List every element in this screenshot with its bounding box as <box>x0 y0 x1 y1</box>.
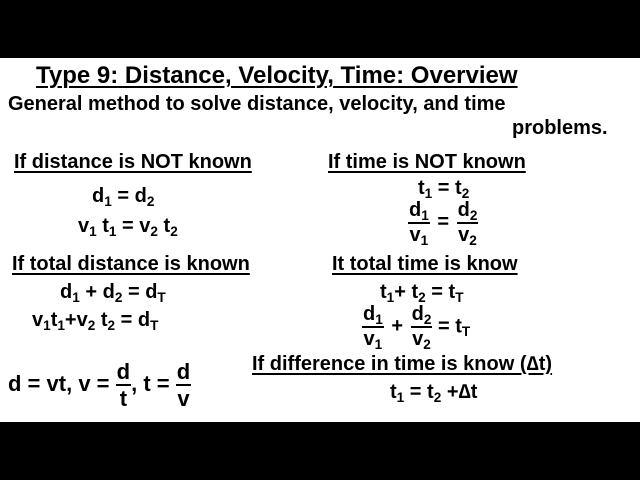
slide <box>0 58 640 422</box>
intro-line-1: General method to solve distance, velocity, and time <box>8 93 506 115</box>
heading-time-not-known: If time is NOT known <box>328 151 526 173</box>
equation-d1v1-plus-d2v2-equals-tT: $\frac{d_1}{v_1}$ + $\frac{d_2}{v_2}$ = $t_T$ <box>363 303 471 352</box>
formula-t-label: t = <box>143 370 170 396</box>
intro-line-2: problems. <box>512 117 608 139</box>
heading-total-time-known: It total time is know <box>332 253 518 275</box>
heading-distance-not-known: If distance is NOT known <box>14 151 252 173</box>
slide-title: Type 9: Distance, Velocity, Time: Overview <box>36 62 518 89</box>
equation-d1v1-equals-d2v2: $\frac{d_1}{v_1}$ = $\frac{d_2}{v_2}$ <box>409 199 478 248</box>
fraction-d2-over-v2: $\frac{d_2}{v_2}$ <box>457 199 478 248</box>
fraction-d-over-v: $\frac{d}{v}$ <box>176 359 191 412</box>
heading-total-distance-known: If total distance is known <box>12 253 250 275</box>
fraction-d1-over-v1: $\frac{d_1}{v_1}$ <box>409 199 429 248</box>
equation-t1-plus-t2-equals-tT: $t_1+ t_2 = t_T$ <box>380 281 464 305</box>
fraction-d1-over-v1: $\frac{d_1}{v_1}$ <box>363 303 383 352</box>
equation-t1-equals-t2-plus-delta-t: $t_1 = t_2 +\Delta t$ <box>390 381 478 405</box>
equation-v1t1-plus-v2t2-equals-dT: $v_1t_1+v_2$ $t_2 = d_T$ <box>32 309 159 333</box>
equation-d1-plus-d2-equals-dT: $d_1 + d_2 = d_T$ <box>60 281 166 305</box>
heading-difference-in-time-known: If difference in time is know (∆t) <box>252 353 553 375</box>
equation-d1-equals-d2: $d_1 = d_2$ <box>92 185 155 209</box>
equation-v1t1-equals-v2t2: $v_1$ $t_1 = v_2$ $t_2$ <box>78 215 178 239</box>
fraction-d-over-t: $\frac{d}{t}$ <box>116 359 131 412</box>
basic-formulas: d = vt, v = $\frac{d}{t}$ , t = $\frac{d}{v}$ <box>8 359 191 412</box>
fraction-d2-over-v2: $\frac{d_2}{v_2}$ <box>411 303 432 352</box>
equation-t1-equals-t2: $t_1 = t_2$ <box>418 177 470 201</box>
formula-v-label: v = <box>78 370 110 396</box>
formula-d-equals-vt: d = vt, <box>8 370 73 396</box>
